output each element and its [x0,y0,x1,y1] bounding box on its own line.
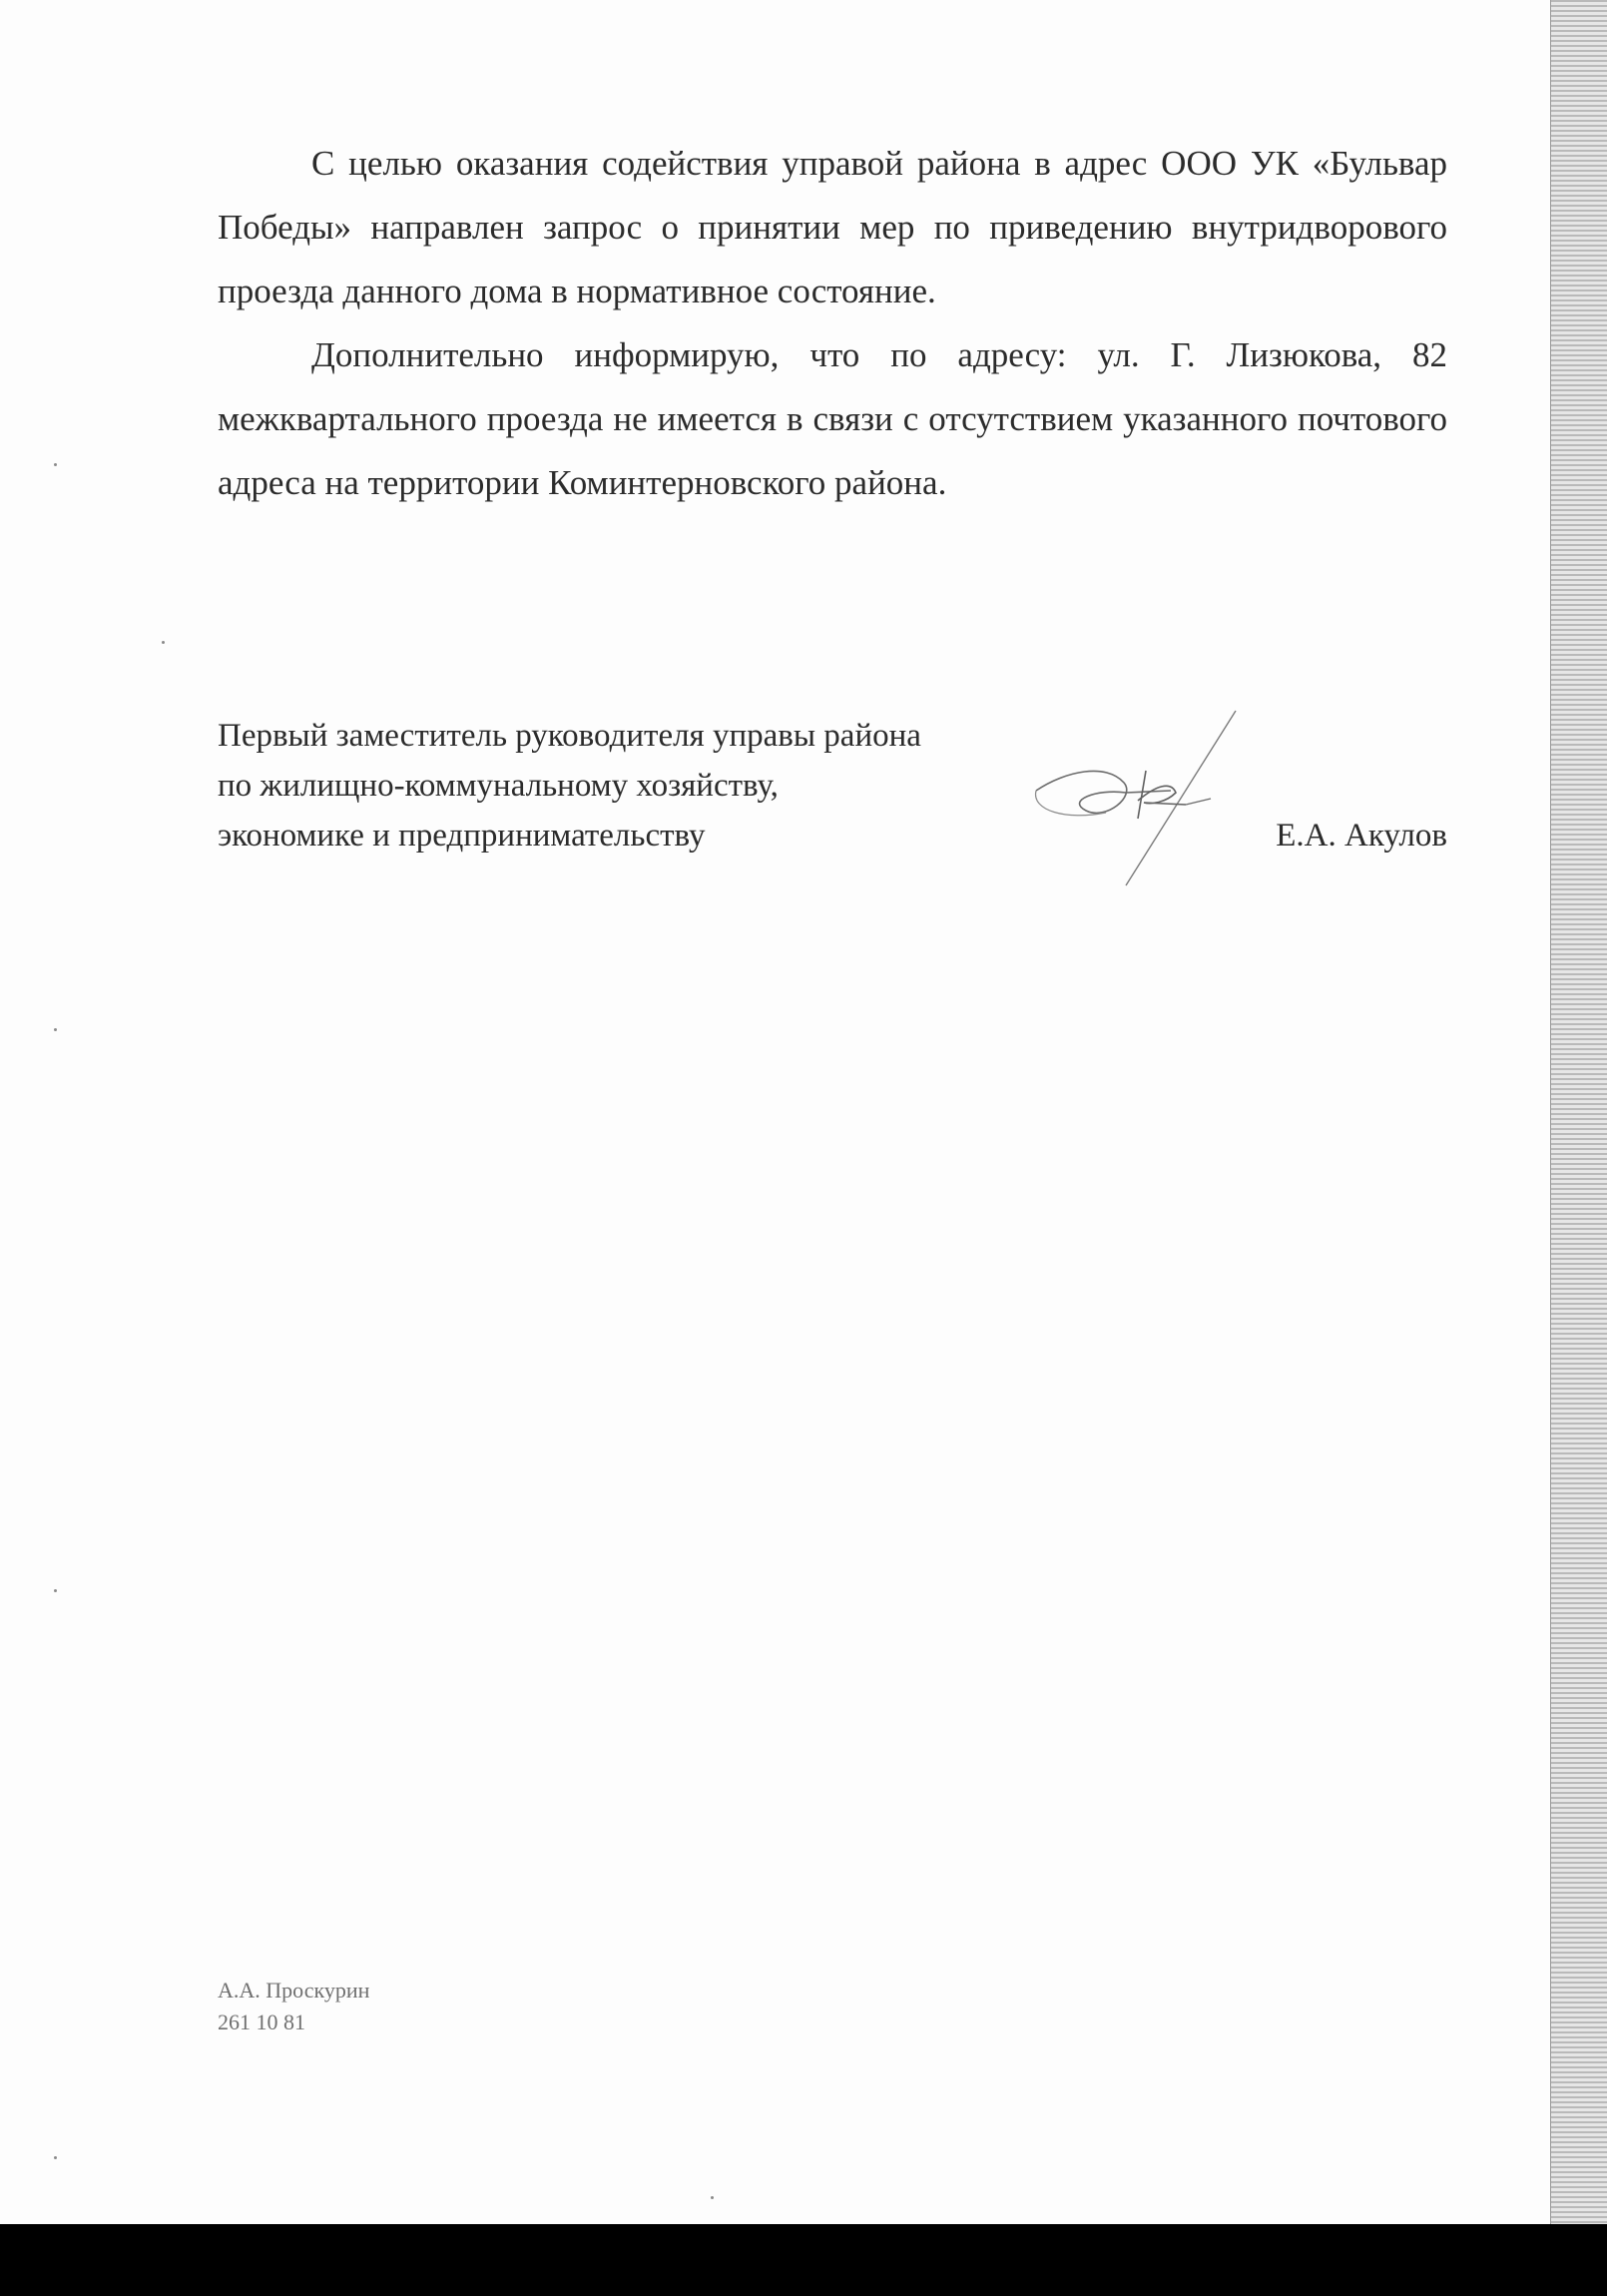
position-line-2: по жилищно-коммунальному хозяйству, [218,768,779,804]
executor-phone: 261 10 81 [218,2009,305,2034]
scan-speck [711,2196,714,2199]
scan-speck [54,1589,57,1592]
executor-info [218,1975,369,2038]
letter-body [218,132,1447,515]
paragraph-2: Дополнительно информирую, что по адресу: ул. Г. Лизюкова, 82 межквартального проезда не имеется в связи с отсутствием указанного почтового адреса на территории Коминтерновского района. [218,335,1447,502]
scan-bottom-band [0,2224,1607,2296]
handwritten-signature [1026,701,1266,900]
position-line-1: Первый заместитель руководителя управы района [218,718,921,754]
executor-name: А.А. Проскурин [218,1978,370,2003]
position-line-3: экономике и предпринимательству [218,818,706,854]
paragraph-1: С целью оказания содействия управой района в адрес ООО УК «Бульвар Победы» направлен запрос о принятии мер по приведению внутридворового проезда данного дома в нормативное состояние. [218,144,1447,310]
scan-speck [54,1028,57,1031]
scan-speck [54,463,57,466]
signer-name: Е.А. Акулов [1276,818,1447,854]
signer-position [218,711,921,861]
signature-block [218,711,1447,910]
scanner-edge-strip [1550,0,1607,2224]
scan-speck [54,2156,57,2159]
scan-speck [162,641,165,644]
